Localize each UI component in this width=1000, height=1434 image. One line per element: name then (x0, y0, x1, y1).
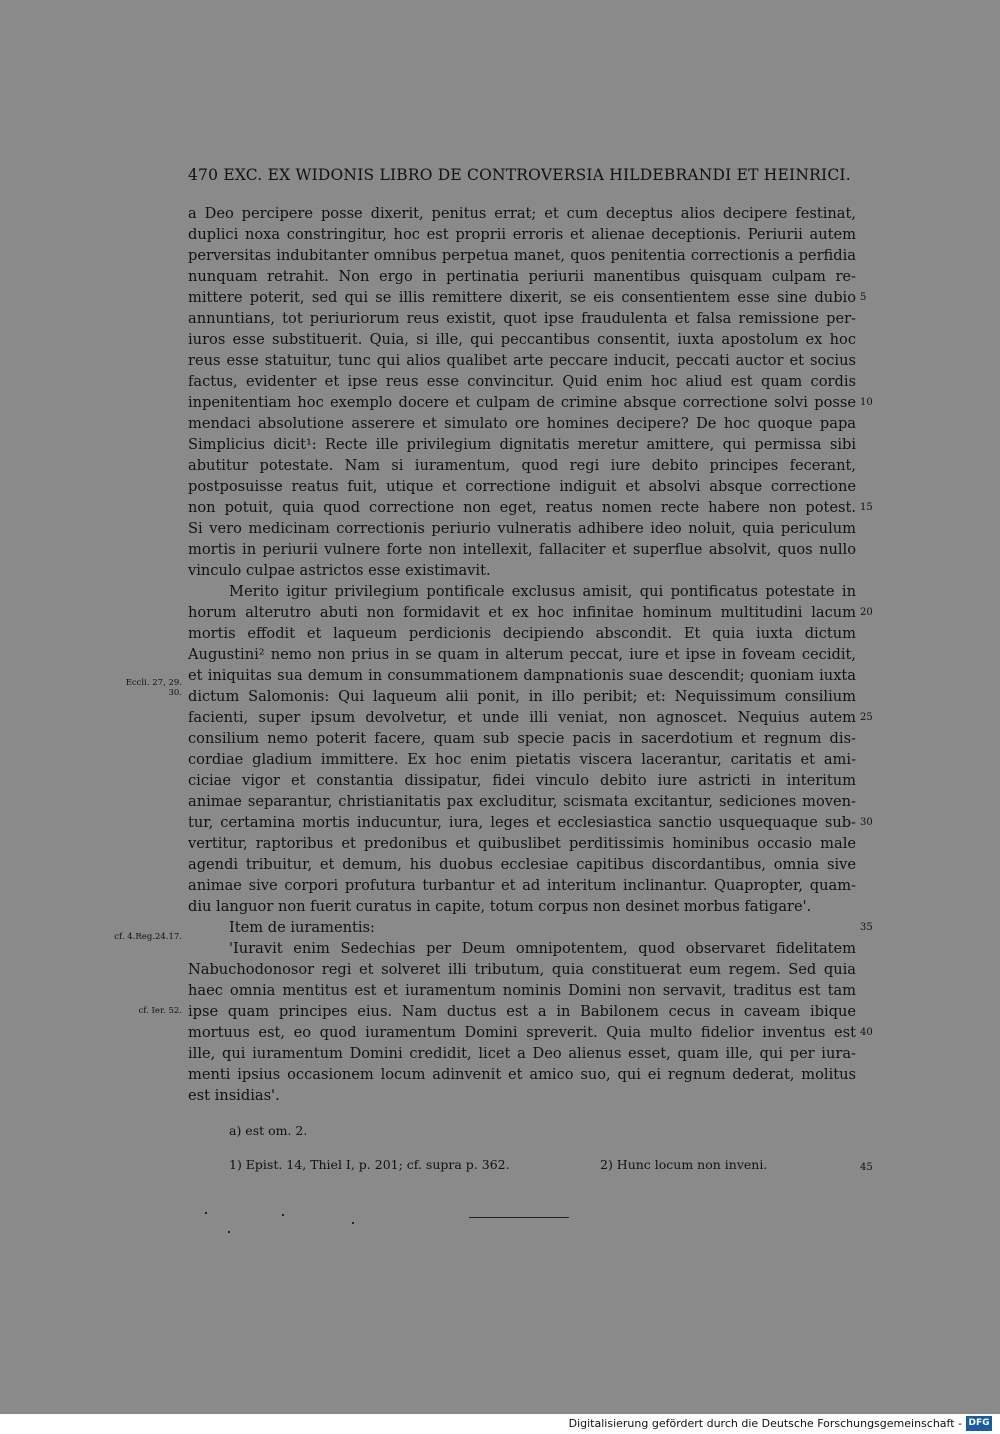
text-line: facienti, super ipsum devolvetur, et unde illi veniat, non agnoscet. Nequius autem (188, 709, 856, 726)
margin-note: cf. 4.Reg.24.17. (114, 932, 182, 942)
text-line: nunquam retrahit. Non ergo in pertinatia periurii manentibus quisquam culpam re- (188, 268, 856, 285)
text-line: Simplicius dicit¹: Recte ille privilegium dignitatis meretur amittere, qui permissa sibi (188, 436, 856, 453)
text-line: factus, evidenter et ipse reus esse convincitur. Quid enim hoc aliud est quam cordis (188, 373, 856, 390)
text-line: ille, qui iuramentum Domini credidit, licet a Deo alienus esset, quam ille, qui per iura- (188, 1045, 856, 1062)
scan-speck (352, 1222, 354, 1224)
line-number: 45 (860, 1162, 873, 1173)
text-line: animae sive corpori profutura turbantur et ad interitum inclinantur. Quapropter, quam- (188, 877, 856, 894)
text-line: haec omnia mentitus est et iuramentum nominis Domini non servavit, traditus est tam (188, 982, 856, 999)
text-line: 'Iuravit enim Sedechias per Deum omnipotentem, quod observaret fidelitatem (229, 940, 856, 957)
text-line: Si vero medicinam correctionis periurio vulneratis adhibere ideo noluit, quia periculum (188, 520, 856, 537)
line-number: 15 (860, 502, 873, 513)
text-line: non potuit, quia quod correctione non eget, reatus nomen recte habere non potest. (188, 499, 856, 516)
text-line: annuntians, tot periuriorum reus existit, quot ipse fraudulenta et falsa remissione per- (188, 310, 856, 327)
footnote-a: a) est om. 2. (229, 1123, 308, 1138)
text-line: vertitur, raptoribus et predonibus et quibuslibet perditissimis hominibus occasio male (188, 835, 856, 852)
text-line: duplici noxa constringitur, hoc est proprii erroris et alienae deceptionis. Periurii autem (188, 226, 856, 243)
text-line: cordiae gladium immittere. Ex hoc enim pietatis viscera lacerantur, caritatis et ami- (188, 751, 856, 768)
text-line: dictum Salomonis: Qui laqueum alii ponit, in illo peribit; et: Nequissimum consilium (188, 688, 856, 705)
text-line: mendaci absolutione asserere et simulato ore homines decipere? De hoc quoque papa (188, 415, 856, 432)
line-number: 35 (860, 922, 873, 933)
text-line: reus esse statuitur, tunc qui alios qualibet arte peccare inducit, peccati auctor et socius (188, 352, 856, 369)
text-line: abutitur potestate. Nam si iuramentum, quod regi iure debito principes fecerant, (188, 457, 856, 474)
end-rule (469, 1217, 569, 1218)
page-header (188, 166, 851, 184)
text-line: ciciae vigor et constantia dissipatur, fidei vinculo debito iure astricti in interitum (188, 772, 856, 789)
line-number: 25 (860, 712, 873, 723)
text-line: diu languor non fuerit curatus in capite, totum corpus non desinet morbus fatigare'. (188, 898, 812, 915)
text-line: inpenitentiam hoc exemplo docere et culpam de crimine absque correctione solvi posse (188, 394, 856, 411)
line-number: 30 (860, 817, 873, 828)
text-line: consilium nemo poterit facere, quam sub specie pacis in sacerdotium et regnum dis- (188, 730, 856, 747)
text-line: Merito igitur privilegium pontificale exclusus amisit, qui pontificatus potestate in (229, 583, 856, 600)
text-line: Nabuchodonosor regi et solveret illi tributum, quia constituerat eum regem. Sed quia (188, 961, 856, 978)
text-line: mortis effodit et laqueum perdicionis decipiendo abscondit. Et quia iuxta dictum (188, 625, 856, 642)
text-line: mittere poterit, sed qui se illis remittere dixerit, se eis consentientem esse sine dubio (188, 289, 856, 306)
text-line: et iniquitas sua demum in consummationem dampnationis suae descendit; quoniam iuxta (188, 667, 856, 684)
text-line: Item de iuramentis: (229, 919, 375, 936)
text-line: Augustini² nemo non prius in se quam in alterum peccat, iure et ipse in foveam cecidit, (188, 646, 856, 663)
line-number: 10 (860, 397, 873, 408)
text-line: perversitas indubitanter omnibus perpetua manet, quos penitentia correctionis a perfidia (188, 247, 856, 264)
line-number: 20 (860, 607, 873, 618)
text-line: est insidias'. (188, 1087, 280, 1104)
text-line: mortuus est, eo quod iuramentum Domini spreverit. Quia multo fidelior inventus est (188, 1024, 856, 1041)
text-line: a Deo percipere posse dixerit, penitus errat; et cum deceptus alios decipere festinat, (188, 205, 856, 222)
text-line: agendi tribuitur, et demum, his duobus ecclesiae capitibus discordantibus, omnia sive (188, 856, 856, 873)
scan-speck (205, 1212, 207, 1214)
line-number: 5 (860, 292, 867, 303)
scan-speck (228, 1231, 230, 1233)
footnote-2: 2) Hunc locum non inveni. (600, 1157, 768, 1172)
scan-speck (282, 1214, 284, 1216)
text-line: vinculo culpae astrictos esse existimavit. (188, 562, 491, 579)
text-line: tur, certamina mortis inducuntur, iura, leges et ecclesiastica sanctio usquequaque sub- (188, 814, 856, 831)
dfg-logo: DFG (966, 1416, 992, 1431)
text-line: horum alterutro abuti non formidavit et ex hoc infinitae hominum multitudini lacum (188, 604, 856, 621)
running-title: EXC. EX WIDONIS LIBRO DE CONTROVERSIA HILDEBRANDI ET HEINRICI. (223, 166, 851, 184)
text-line: menti ipsius occasionem locum adinvenit et amico suo, qui ei regnum dederat, molitus (188, 1066, 856, 1083)
page-number: 470 (188, 166, 219, 184)
text-line: mortis in periurii vulnere forte non intellexit, fallaciter et superflue absolvit, quos nullo (188, 541, 856, 558)
text-line: postposuisse reatus fuit, utique et correctione indiguit et absolvi absque correctione (188, 478, 856, 495)
footnote-1: 1) Epist. 14, Thiel I, p. 201; cf. supra p. 362. (229, 1157, 510, 1172)
margin-note: Eccli. 27, 29. 30. (125, 678, 182, 698)
text-line: ipse quam principes eius. Nam ductus est a in Babilonem cecus in caveam ibique (188, 1003, 856, 1020)
text-line: animae separantur, christianitatis pax excluditur, scismata excitantur, sediciones moven- (188, 793, 856, 810)
footer-credit: Digitalisierung gefördert durch die Deutsche Forschungsgemeinschaft - (568, 1417, 962, 1430)
line-number: 40 (860, 1027, 873, 1038)
text-line: iuros esse substituerit. Quia, si ille, qui peccantibus consentit, iuxta apostolum ex hoc (188, 331, 856, 348)
margin-note: cf. Ier. 52. (138, 1006, 182, 1016)
